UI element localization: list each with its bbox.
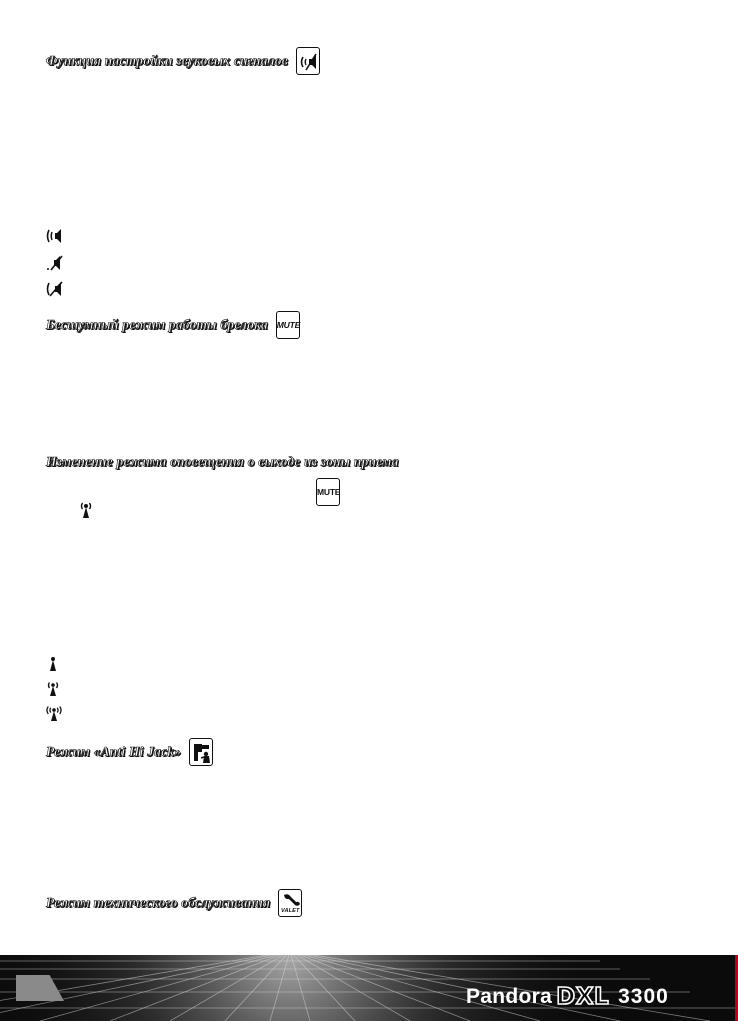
antenna-strong-icon <box>46 706 68 722</box>
wrench-icon <box>278 889 302 917</box>
speaker-quiet-icon <box>46 255 68 271</box>
valet-label: VALET <box>280 908 300 914</box>
antenna-none-icon <box>46 656 68 672</box>
mute-label: MUTE <box>276 320 301 330</box>
speaker-mute-icon <box>296 47 320 75</box>
sound-settings-title: Функция настройки звуковых сигналов <box>46 53 288 68</box>
service-mode-title: Режим технического обслуживания <box>46 895 271 910</box>
antihijack-heading <box>46 738 213 766</box>
antihijack-title: Режим «Anti Hi Jack» <box>46 744 182 759</box>
brand-letter: D <box>556 984 575 1010</box>
brand-letter: L <box>593 984 609 1010</box>
mute-button-icon <box>316 478 340 506</box>
brand-model-letters <box>556 984 608 1010</box>
service-mode-heading <box>46 889 302 917</box>
speaker-loud-icon <box>46 228 68 244</box>
antenna-signal-icon <box>46 681 68 697</box>
brand-logo <box>466 981 669 1013</box>
silent-mode-title: Бесшумный режим работы брелока <box>46 317 268 332</box>
brand-name: Pandora <box>466 985 553 1008</box>
range-alert-title: Изменение режима оповещения о выходе из зоны приема <box>46 454 399 469</box>
mute-button-icon <box>276 311 300 339</box>
brand-number: 3300 <box>618 985 669 1008</box>
brand-letter: X <box>575 984 593 1010</box>
antenna-signal-icon <box>78 500 94 520</box>
hijack-icon <box>189 738 213 766</box>
range-alert-heading <box>46 454 399 470</box>
speaker-off-icon <box>46 281 68 297</box>
mute-label: MUTE <box>317 487 341 497</box>
silent-mode-heading <box>46 311 300 339</box>
sound-settings-heading <box>46 47 320 75</box>
footer-banner <box>0 955 738 1021</box>
